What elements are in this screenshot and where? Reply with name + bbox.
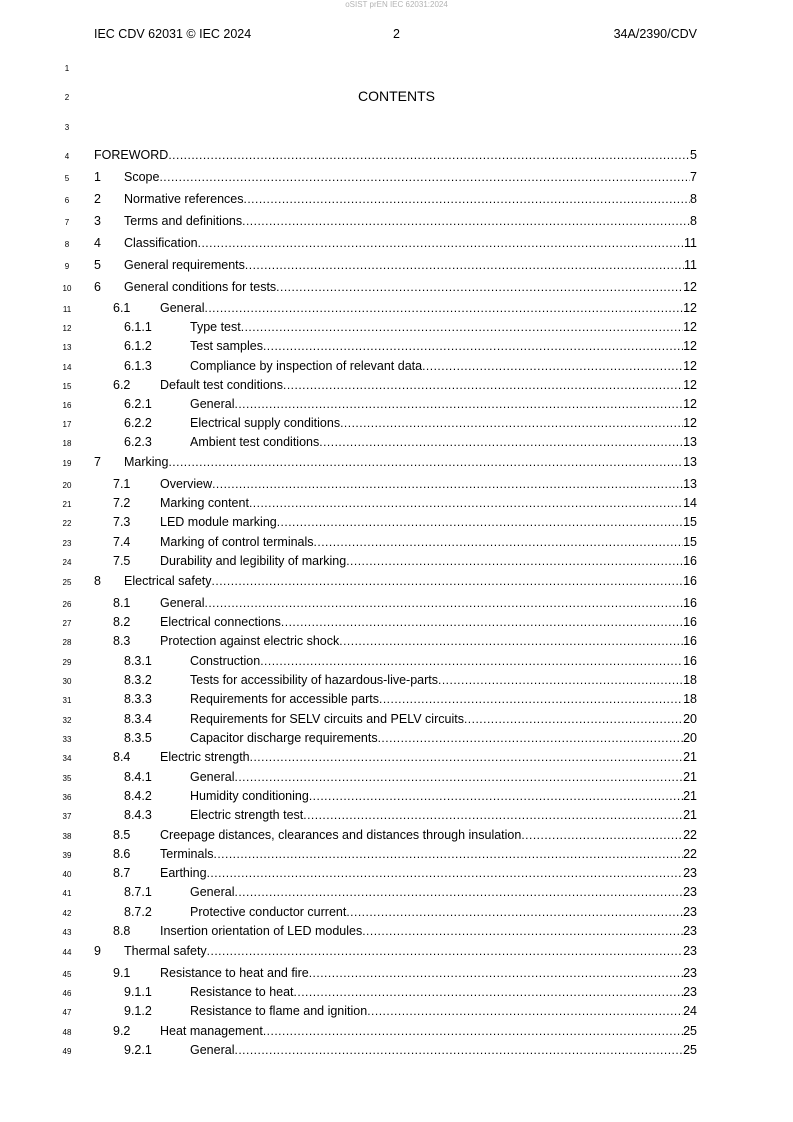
- toc-entry[interactable]: [0, 434, 793, 450]
- toc-entry[interactable]: [0, 553, 793, 569]
- toc-entry-number: 3: [94, 214, 101, 228]
- toc-entry-page: 18: [683, 673, 697, 687]
- toc-entry-title[interactable]: Type test: [190, 320, 241, 334]
- toc-entry[interactable]: [0, 653, 793, 669]
- toc-entry-title[interactable]: General: [190, 885, 235, 899]
- toc-dot-leader: [339, 633, 683, 649]
- toc-entry-title[interactable]: Humidity conditioning: [190, 789, 309, 803]
- toc-dot-leader: [294, 984, 684, 1000]
- toc-entry[interactable]: [0, 614, 793, 630]
- toc-entry-number: 8.3.1: [124, 654, 152, 668]
- toc-entry[interactable]: [0, 454, 793, 470]
- toc-entry-number: 6.2.2: [124, 416, 152, 430]
- toc-entry-number: 8.8: [113, 924, 131, 938]
- toc-entry-title[interactable]: General: [160, 596, 205, 610]
- line-number: 17: [62, 420, 72, 429]
- toc-entry-page: 13: [683, 455, 697, 469]
- toc-entry[interactable]: [0, 943, 793, 959]
- line-number: 18: [62, 439, 72, 448]
- toc-entry-number: 8.5: [113, 828, 131, 842]
- toc-entry[interactable]: [0, 595, 793, 611]
- toc-entry[interactable]: [0, 769, 793, 785]
- toc-entry-page: 15: [683, 535, 697, 549]
- toc-entry-number: 9.1.1: [124, 985, 152, 999]
- toc-entry-number: 7.5: [113, 554, 131, 568]
- toc-entry-page: 12: [683, 280, 697, 294]
- toc-entry-number: 8.1: [113, 596, 131, 610]
- toc-entry-page: 14: [683, 496, 697, 510]
- toc-dot-leader: [309, 965, 683, 981]
- toc-entry[interactable]: [0, 807, 793, 823]
- toc-entry-title[interactable]: Electrical supply conditions: [190, 416, 341, 430]
- line-number: 45: [62, 970, 72, 979]
- toc-entry-number: 9: [94, 944, 101, 958]
- toc-entry[interactable]: [0, 377, 793, 393]
- line-number: 32: [62, 716, 72, 725]
- toc-entry-page: 12: [683, 397, 697, 411]
- toc-entry-title[interactable]: Test samples: [190, 339, 263, 353]
- toc-entry-number: 8.3.3: [124, 692, 152, 706]
- toc-entry-number: 6.2: [113, 378, 131, 392]
- toc-dot-leader: [159, 169, 690, 185]
- line-number: 8: [64, 240, 70, 249]
- toc-dot-leader: [521, 827, 683, 843]
- toc-entry-number: 2: [94, 192, 101, 206]
- toc-entry-title[interactable]: Default test conditions: [160, 378, 283, 392]
- toc-entry-title[interactable]: Creepage distances, clearances and distances through insulation: [160, 828, 522, 842]
- toc-entry-title[interactable]: Marking content: [160, 496, 249, 510]
- toc-dot-leader: [241, 319, 683, 335]
- toc-entry-title[interactable]: Terminals: [160, 847, 214, 861]
- toc-dot-leader: [204, 595, 683, 611]
- toc-dot-leader: [276, 279, 683, 295]
- toc-entry-page: 21: [683, 750, 697, 764]
- toc-entry-page: 21: [683, 808, 697, 822]
- toc-entry-page: 23: [683, 905, 697, 919]
- toc-entry-page: 23: [683, 966, 697, 980]
- toc-entry-title[interactable]: Compliance by inspection of relevant data: [190, 359, 423, 373]
- toc-dot-leader: [309, 788, 683, 804]
- toc-entry-number: 8.3.5: [124, 731, 152, 745]
- toc-entry-title[interactable]: Protection against electric shock: [160, 634, 340, 648]
- toc-dot-leader: [168, 147, 690, 163]
- line-number: 30: [62, 677, 72, 686]
- toc-entry-page: 7: [690, 170, 697, 184]
- toc-entry-number: 9.2.1: [124, 1043, 152, 1057]
- toc-entry-title[interactable]: Overview: [160, 477, 213, 491]
- toc-entry-number: 7.1: [113, 477, 131, 491]
- toc-dot-leader: [214, 846, 684, 862]
- toc-dot-leader: [277, 514, 683, 530]
- toc-entry-title[interactable]: General requirements: [124, 258, 245, 272]
- toc-entry-title[interactable]: Ambient test conditions: [190, 435, 320, 449]
- toc-entry[interactable]: [0, 672, 793, 688]
- toc-entry-number: 9.1: [113, 966, 131, 980]
- toc-entry[interactable]: [0, 865, 793, 881]
- toc-entry-page: 12: [683, 301, 697, 315]
- toc-entry[interactable]: [0, 1023, 793, 1039]
- toc-dot-leader: [168, 454, 683, 470]
- toc-entry[interactable]: [0, 300, 793, 316]
- toc-dot-leader: [281, 614, 683, 630]
- line-number: 12: [62, 324, 72, 333]
- toc-entry[interactable]: [0, 191, 793, 207]
- toc-dot-leader: [234, 884, 683, 900]
- line-number: 6: [64, 196, 70, 205]
- toc-entry-number: 6.2.3: [124, 435, 152, 449]
- toc-dot-leader: [260, 653, 683, 669]
- toc-entry[interactable]: [0, 691, 793, 707]
- toc-dot-leader: [283, 377, 683, 393]
- toc-dot-leader: [422, 358, 683, 374]
- toc-entry-number: 7.2: [113, 496, 131, 510]
- toc-entry-page: 8: [690, 214, 697, 228]
- header-page-number: 2: [393, 27, 400, 41]
- toc-entry-number: 6.1: [113, 301, 131, 315]
- toc-entry[interactable]: [0, 279, 793, 295]
- toc-entry-number: 7: [94, 455, 101, 469]
- toc-dot-leader: [204, 300, 683, 316]
- toc-entry-title[interactable]: General: [190, 397, 235, 411]
- toc-entry-title[interactable]: Construction: [190, 654, 261, 668]
- toc-entry[interactable]: [0, 415, 793, 431]
- line-number: 22: [62, 519, 72, 528]
- toc-entry-title[interactable]: Resistance to heat and fire: [160, 966, 309, 980]
- toc-entry-number: 8.4.2: [124, 789, 152, 803]
- line-number: 38: [62, 832, 72, 841]
- toc-entry-number: 1: [94, 170, 101, 184]
- toc-dot-leader: [244, 191, 691, 207]
- toc-entry-number: 6.2.1: [124, 397, 152, 411]
- toc-entry-number: 4: [94, 236, 101, 250]
- toc-entry-title[interactable]: Electric strength test: [190, 808, 304, 822]
- toc-entry-number: 8.6: [113, 847, 131, 861]
- toc-entry-page: 13: [683, 477, 697, 491]
- toc-entry-page: 23: [683, 985, 697, 999]
- line-number: 1: [64, 64, 70, 73]
- toc-entry-title[interactable]: Insertion orientation of LED modules: [160, 924, 363, 938]
- line-number: 26: [62, 600, 72, 609]
- toc-dot-leader: [234, 1042, 683, 1058]
- toc-entry-number: 8.3.2: [124, 673, 152, 687]
- toc-dot-leader: [367, 1003, 683, 1019]
- line-number: 4: [64, 152, 70, 161]
- toc-entry[interactable]: [0, 633, 793, 649]
- toc-dot-leader: [303, 807, 683, 823]
- toc-dot-leader: [212, 573, 684, 589]
- toc-entry[interactable]: [0, 573, 793, 589]
- toc-entry-page: 16: [683, 615, 697, 629]
- toc-dot-leader: [346, 904, 683, 920]
- line-number: 41: [62, 889, 72, 898]
- toc-entry[interactable]: [0, 884, 793, 900]
- toc-entry-title[interactable]: Scope: [124, 170, 160, 184]
- toc-entry-number: 6.1.2: [124, 339, 152, 353]
- toc-entry-title[interactable]: General conditions for tests: [124, 280, 277, 294]
- toc-entry-title[interactable]: Electrical safety: [124, 574, 212, 588]
- line-number: 24: [62, 558, 72, 567]
- toc-entry-page: 22: [683, 828, 697, 842]
- toc-entry-title[interactable]: Heat management: [160, 1024, 263, 1038]
- toc-entry-page: 24: [683, 1004, 697, 1018]
- line-number: 48: [62, 1028, 72, 1037]
- line-number: 27: [62, 619, 72, 628]
- toc-dot-leader: [234, 769, 683, 785]
- line-number: 39: [62, 851, 72, 860]
- toc-entry-number: 6.1.1: [124, 320, 152, 334]
- toc-entry-number: 9.1.2: [124, 1004, 152, 1018]
- line-number: 2: [64, 93, 70, 102]
- line-number: 5: [64, 174, 70, 183]
- toc-entry[interactable]: [0, 984, 793, 1000]
- toc-entry[interactable]: [0, 534, 793, 550]
- toc-dot-leader: [319, 434, 683, 450]
- page-title: CONTENTS: [358, 88, 435, 104]
- toc-dot-leader: [245, 257, 684, 273]
- toc-entry-title[interactable]: General: [190, 1043, 235, 1057]
- line-number: 37: [62, 812, 72, 821]
- toc-entry-number: 8.2: [113, 615, 131, 629]
- line-number: 28: [62, 638, 72, 647]
- toc-entry-title[interactable]: Protective conductor current: [190, 905, 347, 919]
- toc-entry-title[interactable]: Earthing: [160, 866, 207, 880]
- toc-entry-title[interactable]: Resistance to heat: [190, 985, 294, 999]
- line-number: 25: [62, 578, 72, 587]
- toc-dot-leader: [198, 235, 684, 251]
- toc-entry-title[interactable]: Resistance to flame and ignition: [190, 1004, 368, 1018]
- toc-entry-title[interactable]: Electric strength: [160, 750, 250, 764]
- toc-entry-page: 25: [683, 1043, 697, 1057]
- toc-dot-leader: [378, 730, 684, 746]
- line-number: 23: [62, 539, 72, 548]
- toc-entry[interactable]: [0, 495, 793, 511]
- toc-entry-title[interactable]: Thermal safety: [124, 944, 207, 958]
- toc-entry-page: 23: [683, 924, 697, 938]
- toc-entry[interactable]: [0, 965, 793, 981]
- toc-entry[interactable]: [0, 338, 793, 354]
- toc-entry-number: 6.1.3: [124, 359, 152, 373]
- toc-entry-page: 12: [683, 339, 697, 353]
- toc-entry-title[interactable]: Requirements for SELV circuits and PELV circuits: [190, 712, 464, 726]
- toc-entry-number: 8.3.4: [124, 712, 152, 726]
- line-number: 40: [62, 870, 72, 879]
- toc-dot-leader: [250, 749, 683, 765]
- line-number: 29: [62, 658, 72, 667]
- toc-entry-title[interactable]: Durability and legibility of marking: [160, 554, 347, 568]
- toc-entry-number: 9.2: [113, 1024, 131, 1038]
- toc-entry-page: 12: [683, 416, 697, 430]
- line-number: 19: [62, 459, 72, 468]
- toc-entry[interactable]: [0, 1003, 793, 1019]
- toc-dot-leader: [314, 534, 684, 550]
- toc-entry[interactable]: [0, 169, 793, 185]
- toc-entry-page: 11: [684, 236, 697, 250]
- toc-entry-title[interactable]: Tests for accessibility of hazardous-live-parts: [190, 673, 439, 687]
- toc-entry-page: 20: [683, 731, 697, 745]
- toc-entry-page: 21: [683, 770, 697, 784]
- toc-entry[interactable]: [0, 147, 793, 163]
- line-number: 9: [64, 262, 70, 271]
- toc-entry-title[interactable]: Normative references: [124, 192, 244, 206]
- toc-entry[interactable]: [0, 235, 793, 251]
- toc-entry-title[interactable]: LED module marking: [160, 515, 277, 529]
- toc-entry-title[interactable]: Terms and definitions: [124, 214, 243, 228]
- toc-entry-page: 12: [683, 359, 697, 373]
- line-number: 34: [62, 754, 72, 763]
- line-number: 42: [62, 909, 72, 918]
- toc-entry-number: 8.4.3: [124, 808, 152, 822]
- toc-entry-title[interactable]: Requirements for accessible parts: [190, 692, 379, 706]
- toc-entry-title[interactable]: General: [160, 301, 205, 315]
- toc-entry[interactable]: [0, 923, 793, 939]
- line-number: 16: [62, 401, 72, 410]
- toc-entry-page: 23: [683, 866, 697, 880]
- line-number: 46: [62, 989, 72, 998]
- toc-entry-page: 15: [683, 515, 697, 529]
- toc-dot-leader: [212, 476, 683, 492]
- toc-entry-title[interactable]: Marking of control terminals: [160, 535, 314, 549]
- toc-entry-page: 16: [683, 554, 697, 568]
- line-number: 36: [62, 793, 72, 802]
- line-number: 7: [64, 218, 70, 227]
- toc-entry-page: 5: [690, 148, 697, 162]
- toc-entry-title[interactable]: Capacitor discharge requirements: [190, 731, 378, 745]
- toc-entry[interactable]: [0, 213, 793, 229]
- toc-entry-page: 25: [683, 1024, 697, 1038]
- toc-dot-leader: [234, 396, 683, 412]
- toc-entry-page: 23: [683, 944, 697, 958]
- toc-entry-number: 8.4: [113, 750, 131, 764]
- toc-entry[interactable]: [0, 514, 793, 530]
- line-number: 35: [62, 774, 72, 783]
- toc-entry-page: 16: [683, 574, 697, 588]
- toc-dot-leader: [207, 943, 683, 959]
- toc-entry-title[interactable]: FOREWORD: [94, 148, 169, 162]
- line-number: 33: [62, 735, 72, 744]
- toc-dot-leader: [379, 691, 683, 707]
- toc-dot-leader: [249, 495, 683, 511]
- line-number: 44: [62, 948, 72, 957]
- watermark: oSIST prEN IEC 62031:2024: [345, 0, 448, 9]
- toc-dot-leader: [464, 711, 683, 727]
- line-number: 14: [62, 363, 72, 372]
- toc-entry-number: 5: [94, 258, 101, 272]
- toc-dot-leader: [340, 415, 683, 431]
- line-number: 47: [62, 1008, 72, 1017]
- header-reference: 34A/2390/CDV: [613, 27, 697, 41]
- toc-entry-number: 7.3: [113, 515, 131, 529]
- toc-dot-leader: [263, 338, 683, 354]
- toc-dot-leader: [207, 865, 684, 881]
- toc-entry-page: 18: [683, 692, 697, 706]
- line-number: 11: [62, 305, 72, 314]
- toc-entry[interactable]: [0, 257, 793, 273]
- toc-entry-number: 8.7.1: [124, 885, 152, 899]
- toc-entry-page: 20: [683, 712, 697, 726]
- toc-entry-page: 16: [683, 596, 697, 610]
- toc-entry-number: 6: [94, 280, 101, 294]
- toc-entry-page: 16: [683, 654, 697, 668]
- toc-entry-title[interactable]: Electrical connections: [160, 615, 281, 629]
- toc-entry[interactable]: [0, 827, 793, 843]
- toc-entry-page: 23: [683, 885, 697, 899]
- toc-entry[interactable]: [0, 319, 793, 335]
- toc-entry-title[interactable]: General: [190, 770, 235, 784]
- line-number: 43: [62, 928, 72, 937]
- line-number: 15: [62, 382, 72, 391]
- toc-entry-page: 13: [683, 435, 697, 449]
- toc-dot-leader: [242, 213, 690, 229]
- toc-entry[interactable]: [0, 358, 793, 374]
- line-number: 13: [62, 343, 72, 352]
- toc-entry-number: 8.3: [113, 634, 131, 648]
- toc-entry-page: 16: [683, 634, 697, 648]
- toc-entry-page: 21: [683, 789, 697, 803]
- toc-dot-leader: [438, 672, 683, 688]
- line-number: 31: [62, 696, 72, 705]
- toc-entry[interactable]: [0, 730, 793, 746]
- toc-entry[interactable]: [0, 711, 793, 727]
- toc-entry-number: 8: [94, 574, 101, 588]
- toc-entry-page: 12: [683, 378, 697, 392]
- toc-entry-number: 8.7.2: [124, 905, 152, 919]
- toc-entry[interactable]: [0, 788, 793, 804]
- toc-entry-title[interactable]: Marking: [124, 455, 169, 469]
- line-number: 10: [62, 284, 72, 293]
- toc-dot-leader: [346, 553, 683, 569]
- toc-entry-number: 7.4: [113, 535, 131, 549]
- toc-dot-leader: [362, 923, 683, 939]
- toc-entry-number: 8.4.1: [124, 770, 152, 784]
- toc-entry-page: 11: [684, 258, 697, 272]
- line-number: 20: [62, 481, 72, 490]
- header-document-id: IEC CDV 62031 © IEC 2024: [94, 27, 252, 41]
- toc-entry-page: 22: [683, 847, 697, 861]
- line-number: 21: [62, 500, 72, 509]
- toc-entry-title[interactable]: Classification: [124, 236, 198, 250]
- toc-entry[interactable]: [0, 476, 793, 492]
- line-number: 3: [64, 123, 70, 132]
- toc-entry-page: 8: [690, 192, 697, 206]
- toc-entry[interactable]: [0, 1042, 793, 1058]
- toc-entry[interactable]: [0, 749, 793, 765]
- line-number: 49: [62, 1047, 72, 1056]
- toc-entry-page: 12: [683, 320, 697, 334]
- toc-entry[interactable]: [0, 904, 793, 920]
- toc-entry[interactable]: [0, 846, 793, 862]
- toc-entry-number: 8.7: [113, 866, 131, 880]
- toc-dot-leader: [263, 1023, 683, 1039]
- toc-entry[interactable]: [0, 396, 793, 412]
